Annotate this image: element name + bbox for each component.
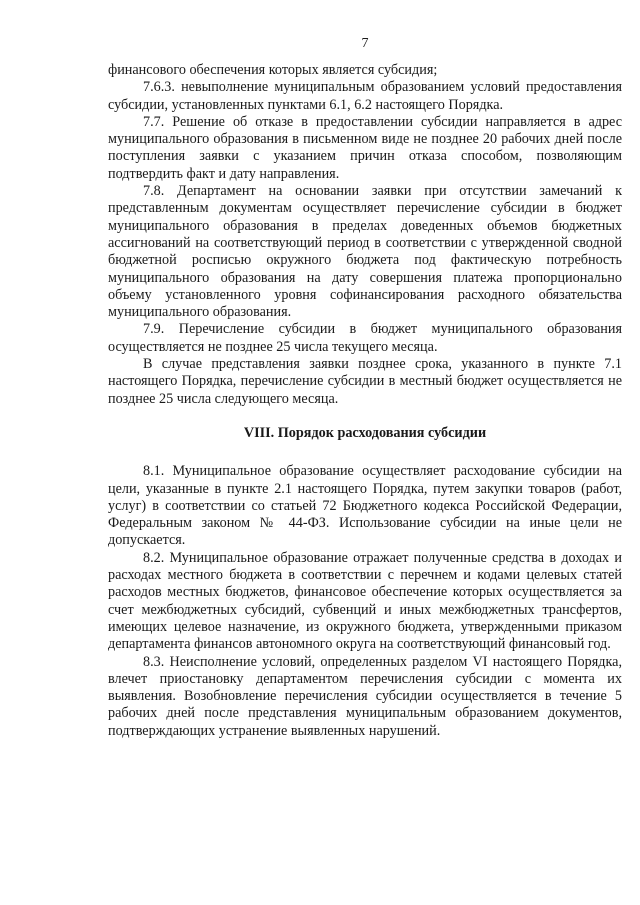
paragraph-7-6-3: 7.6.3. невыполнение муниципальным образованием условий предоставления субсидии, установленных пунктами 6.1, 6.2 настоящего Порядка. [108, 79, 622, 113]
document-body [108, 62, 622, 740]
document-page [108, 0, 622, 905]
paragraph-8-1: 8.1. Муниципальное образование осуществляет расходование субсидии на цели, указанные в пункте 2.1 настоящего Порядка, путем закупки товаров (работ, услуг) в соответствии со статьей 72 Бюджетного кодекса Российской Федерации, Федеральным законом № 44-ФЗ. Использование субсидии на иные цели не допускается. [108, 463, 622, 549]
paragraph-7-8: 7.8. Департамент на основании заявки при отсутствии замечаний к представленным документам осуществляет перечисление субсидии в бюджет муниципального образования в пределах доведенных объемов бюджетных ассигнований на соответствующий период в соответствии с утвержденной сводной бюджетной росписью окружного бюджета под фактическую потребность муниципального образования на дату совершения платежа пропорционально объему установленного уровня софинансирования расходного обязательства муниципального образования. [108, 183, 622, 321]
page-number: 7 [361, 36, 369, 51]
section-heading-viii: VIII. Порядок расходования субсидии [243, 424, 487, 441]
paragraph-late-application: В случае представления заявки позднее срока, указанного в пункте 7.1 настоящего Порядка, перечисление субсидии в местный бюджет осуществляется не позднее 25 числа следующего месяца. [108, 356, 622, 407]
paragraph-7-9: 7.9. Перечисление субсидии в бюджет муниципального образования осуществляется не позднее 25 числа текущего месяца. [108, 321, 622, 355]
paragraph-8-3: 8.3. Неисполнение условий, определенных разделом VI настоящего Порядка, влечет приостановку департаментом перечисления субсидии с момента их выявления. Возобновление перечисления субсидии осуществляется в течение 5 рабочих дней после представления муниципальным образованием документов, подтверждающих устранение выявленных нарушений. [108, 653, 622, 739]
paragraph-continuation: финансового обеспечения которых является субсидия; [108, 62, 438, 78]
paragraph-7-7: 7.7. Решение об отказе в предоставлении субсидии направляется в адрес муниципального образования в письменном виде не позднее 20 рабочих дней после поступления заявки с указанием причин отказа способом, позволяющим подтвердить факт и дату направления. [108, 113, 622, 182]
paragraph-8-2: 8.2. Муниципальное образование отражает полученные средства в доходах и расходах местного бюджета в соответствии с перечнем и кодами целевых статей расходов местных бюджетов, финансовое обеспечение которых осуществляется за счет межбюджетных субсидий, субвенций и иных межбюджетных трансфертов, имеющих целевое назначение, из окружного бюджета, утвержденными приказом департамента финансов автономного округа на соответствующий финансовый год. [108, 549, 622, 653]
